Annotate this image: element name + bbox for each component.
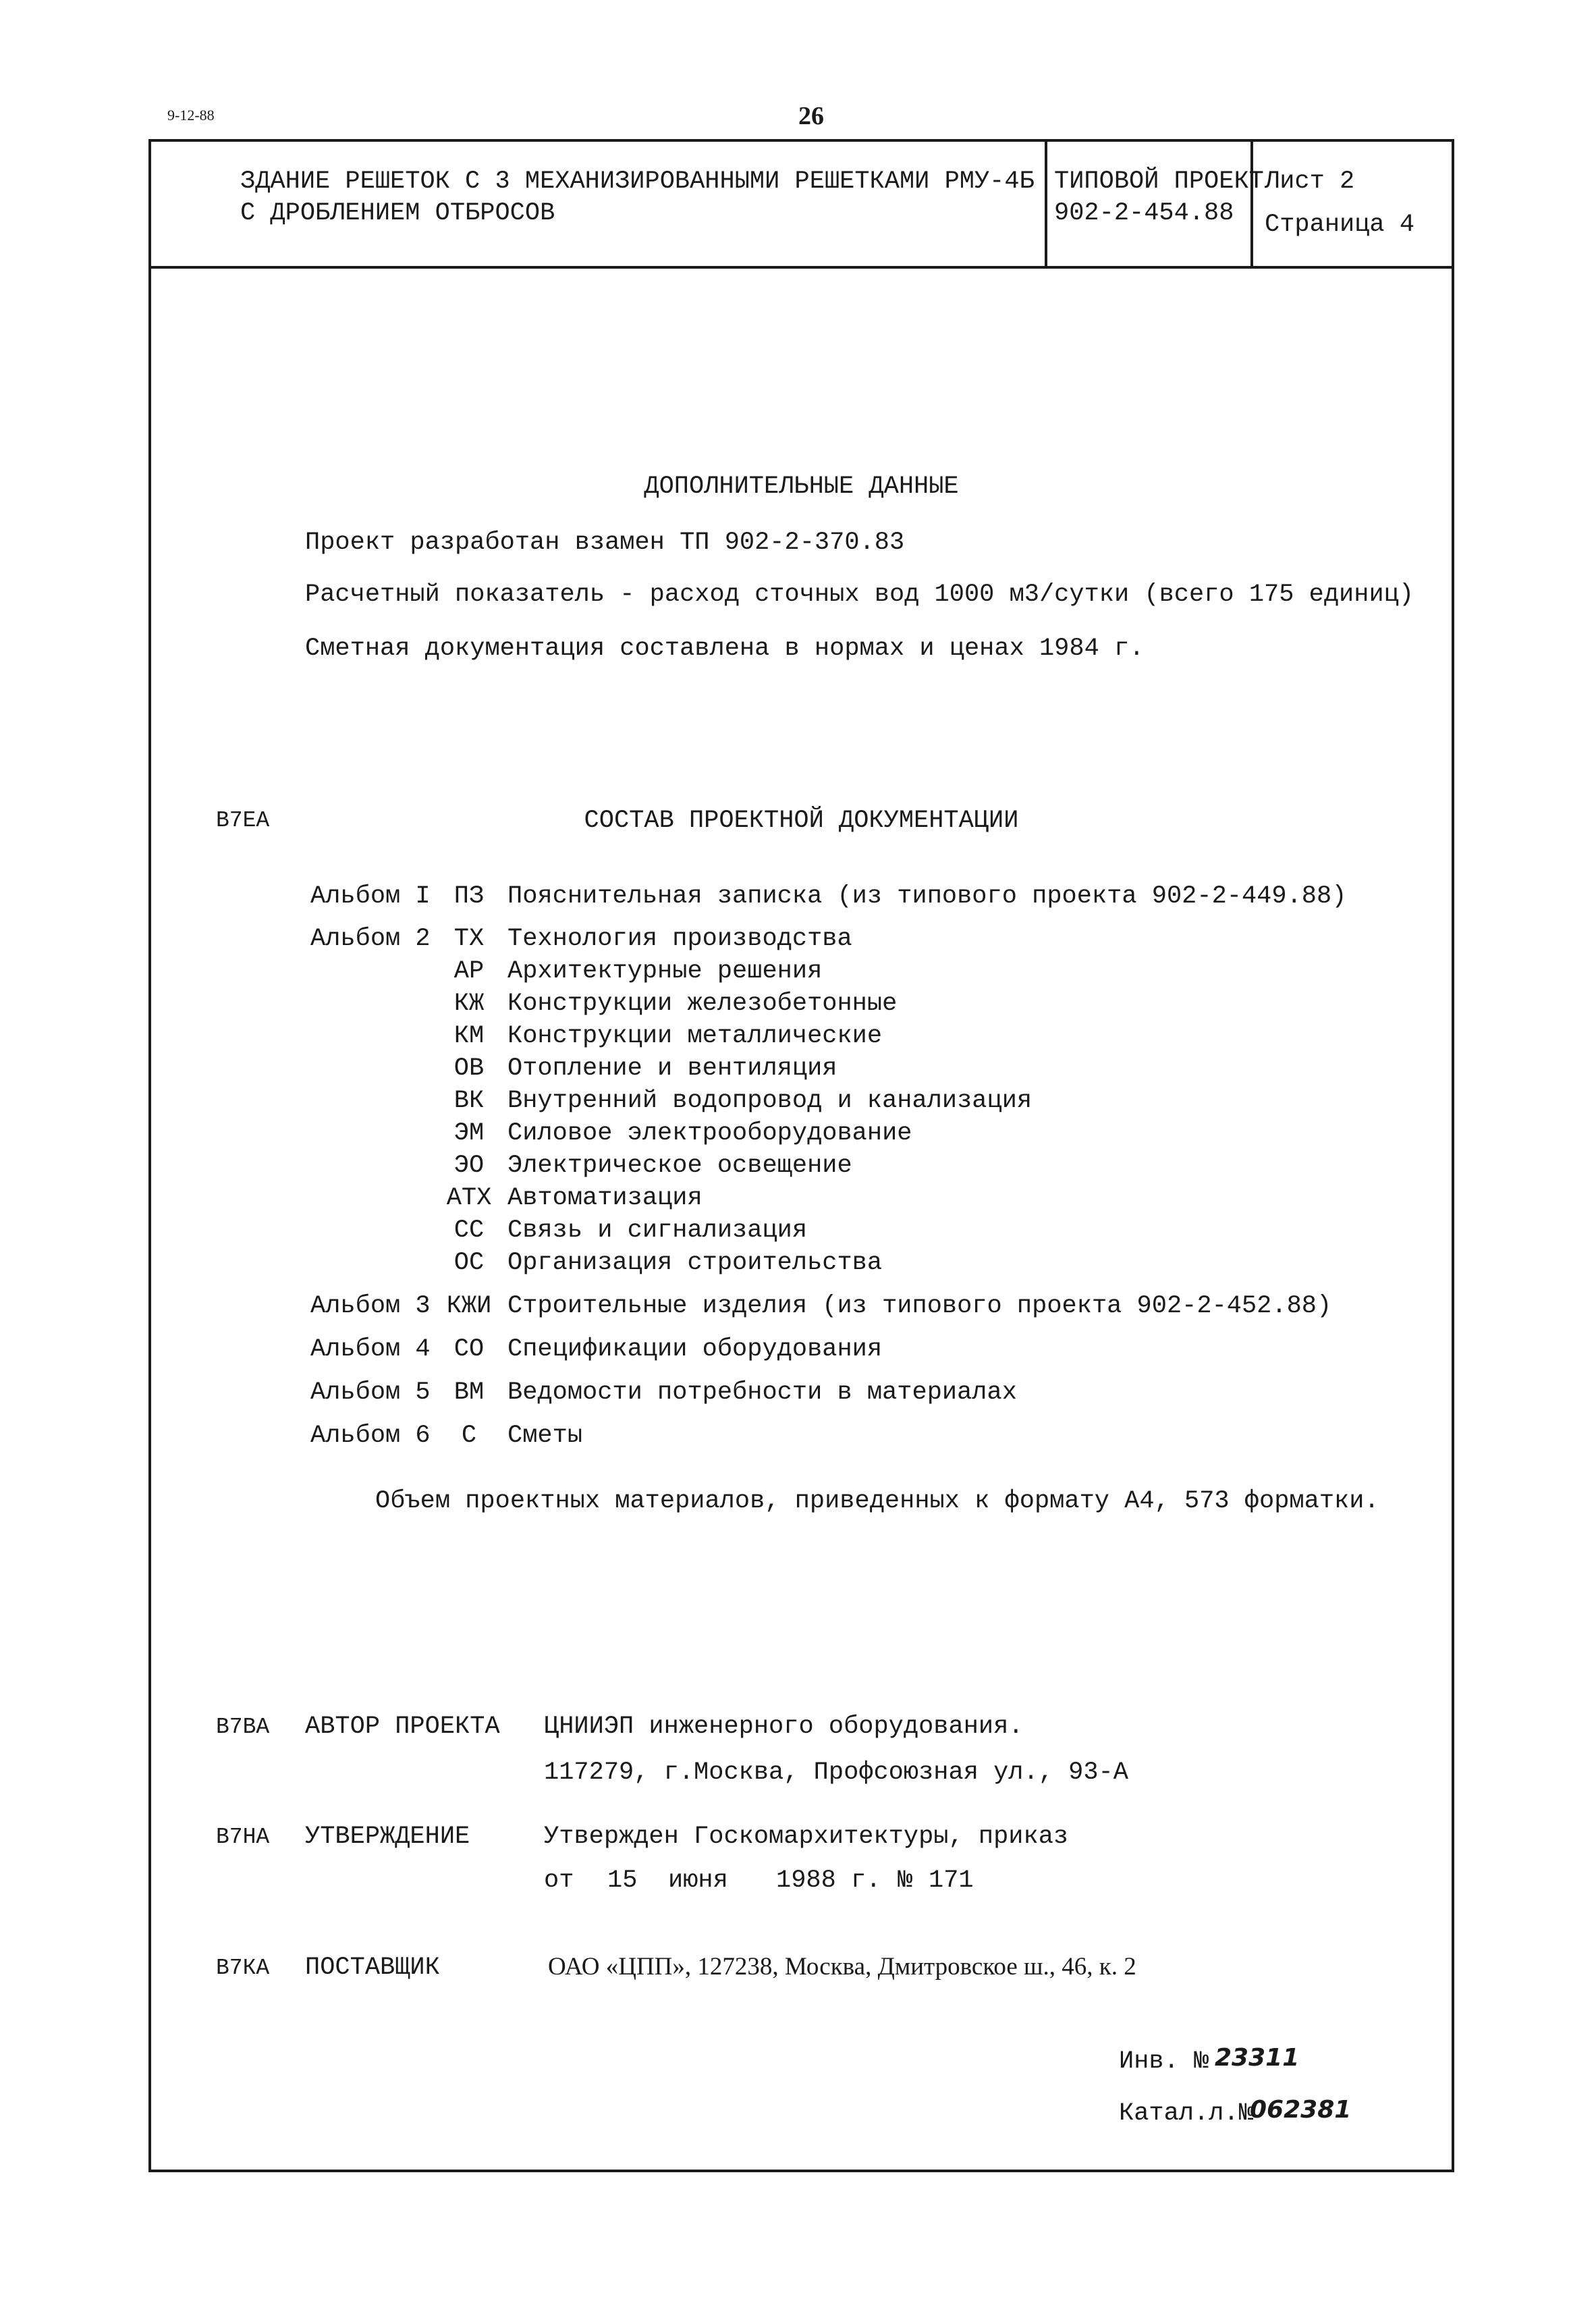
additional-line-1: Проект разработан взамен ТП 902-2-370.83: [305, 529, 905, 557]
document-date: 9-12-88: [167, 107, 215, 124]
project-label: ТИПОВОЙ ПРОЕКТ: [1054, 167, 1264, 196]
section-code: АТХ: [446, 1184, 492, 1212]
supplier-value: ОАО «ЦПП», 127238, Москва, Дмитровское ш., 46, к. 2: [548, 1953, 1136, 1981]
section-code: ОВ: [453, 1054, 485, 1083]
section-description: Технология производства: [507, 925, 852, 953]
supplier-code: В7КА: [216, 1956, 270, 1981]
author-line-1: ЦНИИЭП инженерного оборудования.: [544, 1713, 1024, 1741]
approval-code: В7НА: [216, 1825, 270, 1850]
section-description: Конструкции железобетонные: [507, 990, 898, 1018]
section-description: Связь и сигнализация: [507, 1216, 808, 1245]
composition-heading: СОСТАВ ПРОЕКТНОЙ ДОКУМЕНТАЦИИ: [584, 807, 1019, 835]
album-label: Альбом 3: [310, 1292, 431, 1320]
approval-day: 15: [607, 1866, 638, 1895]
section-code: АР: [453, 957, 485, 986]
section-code: КЖ: [453, 990, 485, 1018]
title-block-divider: [1045, 139, 1047, 269]
title-line-1: ЗДАНИЕ РЕШЕТОК С 3 МЕХАНИЗИРОВАННЫМИ РЕШЕТКАМИ РМУ-4Б: [240, 167, 1035, 196]
section-description: Архитектурные решения: [507, 957, 823, 986]
section-description: Организация строительства: [507, 1249, 883, 1277]
section-code: ЭМ: [453, 1119, 485, 1148]
title-block-divider: [1250, 139, 1253, 269]
additional-heading: ДОПОЛНИТЕЛЬНЫЕ ДАННЫЕ: [644, 473, 959, 501]
section-description: Автоматизация: [507, 1184, 703, 1212]
approval-number-sign: №: [898, 1866, 913, 1895]
title-line-2: С ДРОБЛЕНИЕМ ОТБРОСОВ: [240, 199, 555, 227]
approval-label: УТВЕРЖДЕНИЕ: [305, 1823, 470, 1851]
project-number: 902-2-454.88: [1054, 199, 1234, 227]
section-description: Ведомости потребности в материалах: [507, 1378, 1017, 1407]
catalog-label: Катал.л.№: [1119, 2099, 1254, 2128]
album-label: Альбом 2: [310, 925, 431, 953]
section-code: ВМ: [453, 1378, 485, 1407]
approval-number: 171: [929, 1866, 974, 1895]
section-description: Силовое электрооборудование: [507, 1119, 912, 1148]
supplier-label: ПОСТАВЩИК: [305, 1954, 440, 1982]
section-description: Пояснительная записка (из типового проекта 902-2-449.88): [507, 882, 1347, 911]
section-description: Отопление и вентиляция: [507, 1054, 837, 1083]
author-line-2: 117279, г.Москва, Профсоюзная ул., 93-А: [544, 1758, 1128, 1787]
section-code: С: [461, 1422, 477, 1450]
section-code: ПЗ: [453, 882, 485, 911]
section-code: СС: [453, 1216, 485, 1245]
author-code: В7ВА: [216, 1715, 270, 1740]
section-code: ТХ: [453, 925, 485, 953]
album-label: Альбом 6: [310, 1422, 431, 1450]
inventory-number: 23311: [1215, 2044, 1300, 2072]
volume-note: Объем проектных материалов, приведенных к формату А4, 573 форматки.: [375, 1487, 1379, 1515]
section-code: СО: [453, 1335, 485, 1364]
section-description: Конструкции металлические: [507, 1022, 883, 1050]
inventory-label: Инв. №: [1119, 2047, 1209, 2076]
album-label: Альбом I: [310, 882, 431, 911]
catalog-number: 062381: [1250, 2096, 1352, 2124]
page-number: 26: [798, 102, 824, 130]
section-code: ВК: [453, 1087, 485, 1115]
section-description: Спецификации оборудования: [507, 1335, 883, 1364]
section-code: ЭО: [453, 1152, 485, 1180]
album-label: Альбом 4: [310, 1335, 431, 1364]
section-code: КЖИ: [446, 1292, 492, 1320]
section-code: ОС: [453, 1249, 485, 1277]
additional-line-2: Расчетный показатель - расход сточных вод 1000 м3/сутки (всего 175 единиц): [305, 581, 1414, 609]
author-label: АВТОР ПРОЕКТА: [305, 1713, 500, 1741]
additional-line-3: Сметная документация составлена в нормах и ценах 1984 г.: [305, 635, 1145, 663]
section-description: Электрическое освещение: [507, 1152, 852, 1180]
section-description: Внутренний водопровод и канализация: [507, 1087, 1033, 1115]
section-description: Строительные изделия (из типового проекта 902-2-452.88): [507, 1292, 1332, 1320]
approval-from: от: [544, 1866, 574, 1895]
composition-code: В7ЕА: [216, 808, 270, 833]
album-label: Альбом 5: [310, 1378, 431, 1407]
section-description: Сметы: [507, 1422, 583, 1450]
page-label: Страница 4: [1265, 211, 1415, 239]
approval-year: 1988 г.: [776, 1866, 881, 1895]
sheet-number: Лист 2: [1265, 167, 1355, 196]
approval-month: июня: [668, 1866, 728, 1895]
approval-line-1: Утвержден Госкомархитектуры, приказ: [544, 1823, 1069, 1851]
section-code: КМ: [453, 1022, 485, 1050]
